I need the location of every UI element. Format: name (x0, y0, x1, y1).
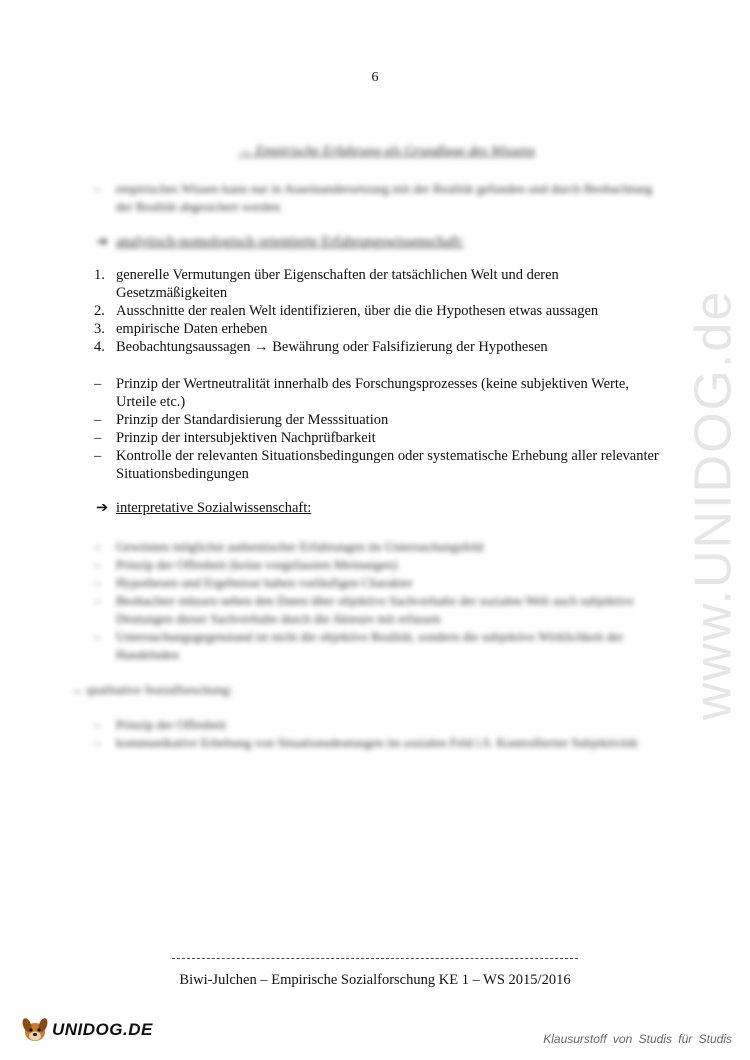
dash-marker: – (94, 430, 102, 446)
item-text: empirische Daten erheben (116, 321, 268, 337)
list-item (94, 538, 664, 556)
section-title: interpretative Sozialwissenschaft: (116, 500, 312, 516)
list-item (94, 447, 664, 483)
item-number: 4. (94, 339, 105, 355)
item-number: 2. (94, 303, 105, 319)
item-text: kommunikative Erhebung von Situationsdeutungen im sozialen Feld i.S. Kontrollierter Subjektivität (116, 735, 638, 750)
item-text: Prinzip der Wertneutralität innerhalb des Forschungsprozesses (keine subjektiven Werte, Urteile etc.) (116, 376, 629, 410)
list-item (94, 320, 664, 338)
dash-marker: – (94, 376, 102, 392)
dash-marker: – (94, 448, 102, 464)
dash-marker: – (94, 735, 101, 750)
item-text: Beobachtungsaussagen → Bewährung oder Falsifizierung der Hypothesen (116, 339, 548, 355)
list-item (94, 574, 664, 592)
list-item (94, 375, 664, 411)
dash-marker: – (94, 539, 101, 554)
dash-marker: – (94, 575, 101, 590)
dash-marker: – (94, 181, 101, 196)
item-number: 3. (94, 321, 105, 337)
item-text: Prinzip der Offenheit (keine vorgefassten Meinungen) (116, 557, 398, 572)
footer-text: Biwi-Julchen – Empirische Sozialforschung KE 1 – WS 2015/2016 (179, 972, 571, 988)
list-item (94, 411, 664, 429)
item-text: Prinzip der Offenheit (116, 717, 227, 732)
dash-marker: – (94, 593, 101, 608)
principles-list (94, 375, 664, 483)
item-text: generelle Vermutungen über Eigenschaften der tatsächlichen Welt und deren Gesetzmäßigkeiten (116, 267, 559, 301)
logo-text: UNIDOG.DE (52, 1020, 153, 1039)
list-item (94, 266, 664, 302)
item-text: Prinzip der Standardisierung der Messsituation (116, 412, 389, 428)
intro-bullet (94, 180, 664, 216)
watermark (684, 280, 742, 730)
list-item (94, 429, 664, 447)
numbered-list (94, 266, 664, 356)
blurred-list (94, 538, 664, 664)
watermark-text: www.UNIDOG.de (684, 289, 742, 721)
item-text: Beobachter müssen neben den Daten über objektive Sachverhalte der sozialen Welt auch subjektive Deutungen dieser Sachverhalte durch die Akteure mit erfassen (116, 593, 634, 626)
list-item (94, 592, 664, 628)
list-item (94, 556, 664, 574)
list-item (94, 338, 664, 356)
section-analytisch (96, 234, 464, 251)
blurred-heading: → Empirische Erfahrung als Grundlage des Wissens (238, 144, 536, 159)
arrow-icon: ➔ (96, 500, 109, 516)
dog-icon (20, 1015, 50, 1045)
tagline: Klausurstoff von Studis für Studis (543, 1032, 732, 1046)
item-text: Kontrolle der relevanten Situationsbedingungen oder systematische Erhebung aller relevanter Situationsbedingungen (116, 448, 659, 482)
arrow-icon: ➔ (96, 234, 109, 250)
list-item (94, 628, 664, 664)
intro-bullet-text: empirisches Wissen kann nur in Auseinandersetzung mit der Realität gefunden und durch Beobachtung der Realität abgesichert werden (116, 181, 653, 214)
item-text: Gewinnen möglichst authentischer Erfahrungen im Untersuchungsfeld (116, 539, 484, 554)
dash-marker: – (94, 557, 101, 572)
item-text: Prinzip der intersubjektiven Nachprüfbarkeit (116, 430, 376, 446)
item-text: Untersuchungsgegenstand ist nicht die objektive Realität, sondern die subjektive Wirklichkeit der Handelnden (116, 629, 624, 662)
dash-marker: – (94, 629, 101, 644)
dash-marker: – (94, 717, 101, 732)
list-item (94, 302, 664, 320)
item-text: Hypothesen und Ergebnisse haben vorläufigen Charakter (116, 575, 413, 590)
list-item (94, 734, 664, 752)
unidog-logo[interactable] (20, 1015, 153, 1045)
item-text: Ausschnitte der realen Welt identifizieren, über die die Hypothesen etwas aussagen (116, 303, 599, 319)
blurred-list-2 (94, 716, 664, 752)
footer-divider (172, 958, 578, 959)
item-number: 1. (94, 267, 105, 283)
dash-marker: – (94, 412, 102, 428)
section-qualitativ: → qualitative Sozialforschung: (70, 682, 233, 697)
section-interpretativ (96, 500, 311, 517)
list-item (94, 716, 664, 734)
section-title: analytisch-nomologisch orientierte Erfahrungswissenschaft: (116, 234, 464, 250)
page-number: 6 (371, 70, 379, 85)
